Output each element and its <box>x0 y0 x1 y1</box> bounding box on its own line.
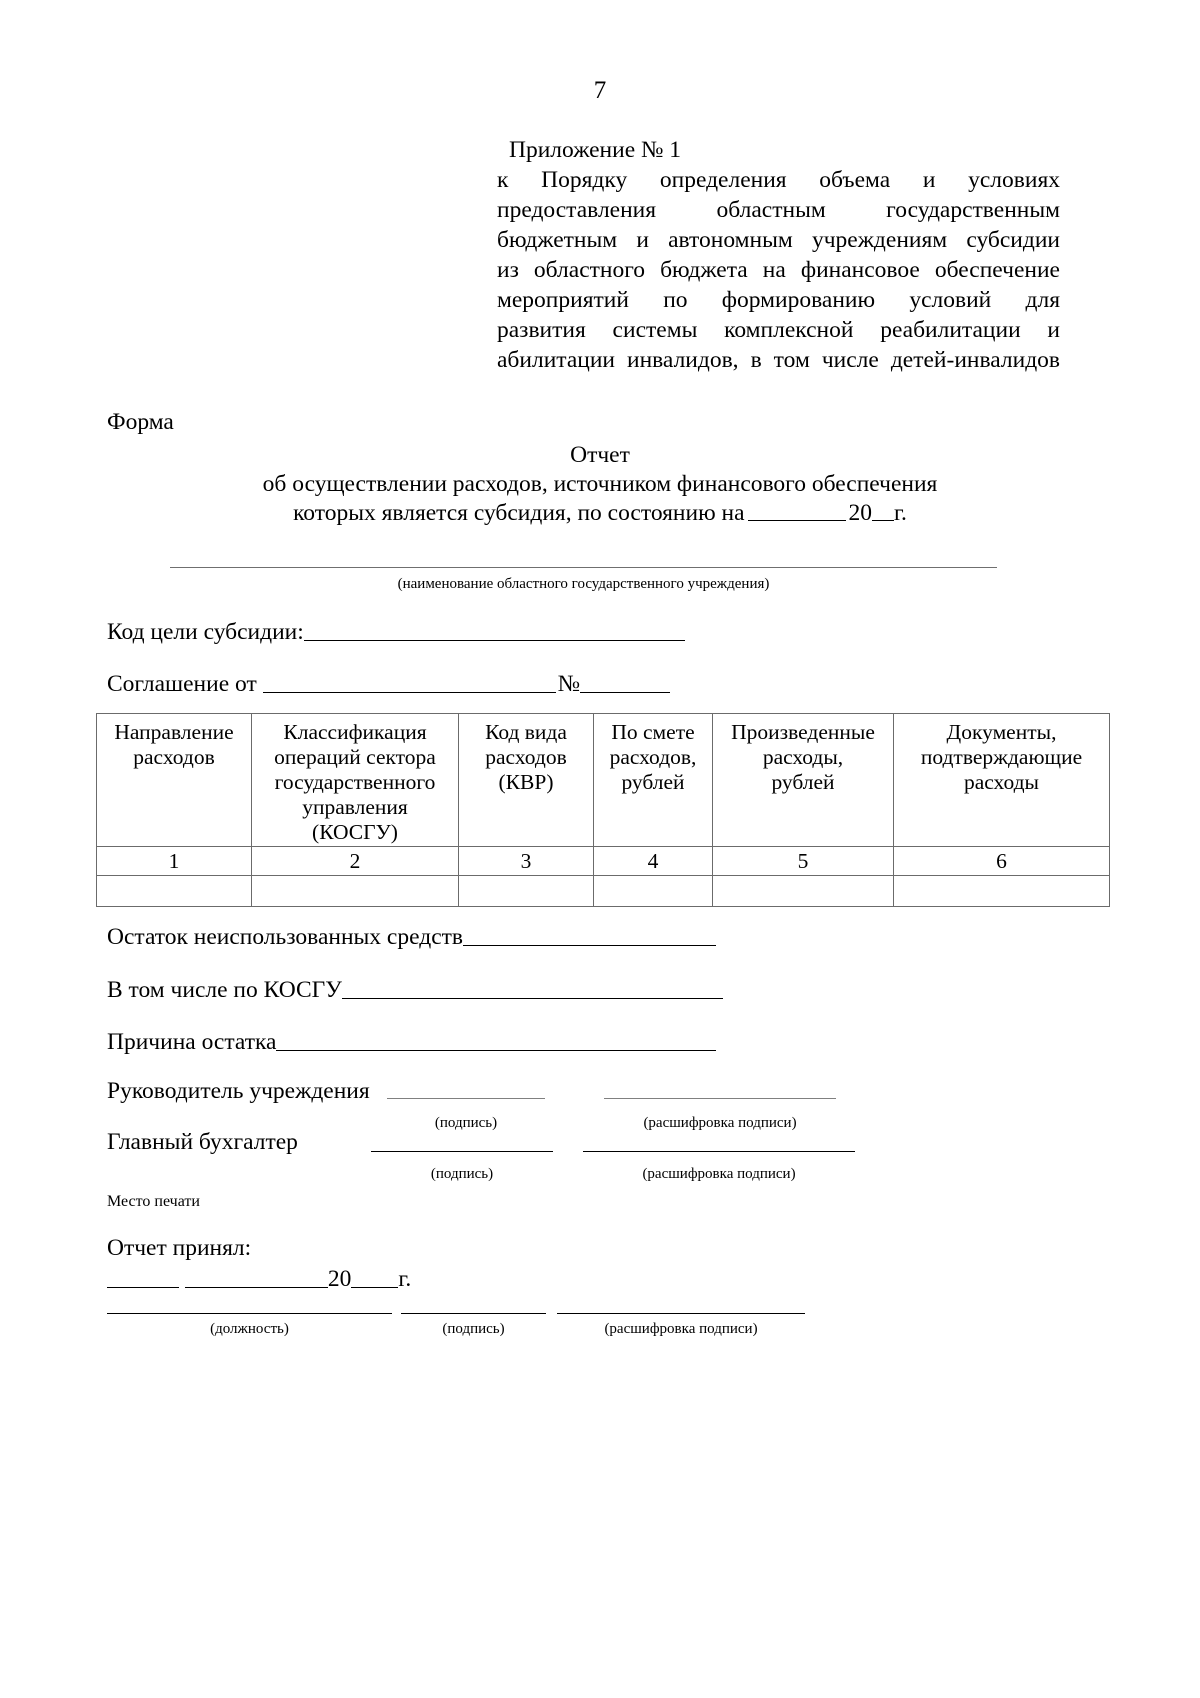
accepted-day-blank[interactable] <box>107 1270 179 1288</box>
agreement-number-sign: № <box>557 671 581 697</box>
accepted-signature-caption: (подпись) <box>442 1321 505 1337</box>
header-col5-line-3: рублей <box>771 770 835 794</box>
report-title <box>150 441 1050 528</box>
column-number-2: 2 <box>252 847 459 876</box>
subsidy-code-field <box>107 621 685 645</box>
header-col4-line-3: рублей <box>621 770 685 794</box>
accepted-year-suffix: г. <box>398 1266 412 1292</box>
subsidy-code-input[interactable] <box>304 623 685 641</box>
kosgu-breakdown-input[interactable] <box>342 981 723 999</box>
appendix-line-3: бюджетным и автономным учреждениям субсидии <box>497 227 1060 253</box>
kosgu-breakdown-label: В том числе по КОСГУ <box>107 977 342 1003</box>
accepted-year-prefix: 20 <box>327 1266 352 1292</box>
header-col4-line-1: По смете <box>611 720 695 744</box>
header-col2-line-1: Классификация <box>283 720 427 744</box>
accountant-signature-caption: (подпись) <box>430 1166 494 1182</box>
accepted-transcript-caption: (расшифровка подписи) <box>604 1321 758 1337</box>
accepted-transcript-blank[interactable] <box>557 1313 805 1314</box>
header-col1-line-1: Направление <box>114 720 234 744</box>
accountant-signature-blank[interactable] <box>371 1151 553 1152</box>
subsidy-code-label: Код цели субсидии: <box>107 619 304 645</box>
accepted-month-blank[interactable] <box>185 1270 328 1288</box>
report-year-blank[interactable] <box>872 500 894 521</box>
header-col1-line-2: расходов <box>133 745 215 769</box>
appendix-line-2: предоставления областным государственным <box>497 197 1060 223</box>
accountant-signature-label: Главный бухгалтер <box>107 1129 298 1155</box>
appendix-line-5: мероприятий по формированию условий для <box>497 287 1060 313</box>
header-col2-line-5: (КОСГУ) <box>312 820 398 844</box>
agreement-field <box>107 673 670 697</box>
table-header-actual <box>713 714 894 847</box>
report-title-line-1: Отчет <box>570 442 630 468</box>
expenses-table <box>96 713 1110 907</box>
unused-balance-field <box>107 926 716 950</box>
appendix-title: Приложение № 1 <box>509 137 682 163</box>
table-header-estimate <box>594 714 713 847</box>
header-col3-line-3: (КВР) <box>498 770 554 794</box>
accepted-year-blank[interactable] <box>351 1270 398 1288</box>
appendix-reference-block <box>497 135 1060 375</box>
page-number: 7 <box>593 77 607 104</box>
header-col6-line-3: расходы <box>964 770 1039 794</box>
header-col6-line-2: подтверждающие <box>920 745 1083 769</box>
report-title-year-prefix: 20 <box>848 500 873 526</box>
column-number-5: 5 <box>713 847 894 876</box>
agreement-number-input[interactable] <box>580 675 670 693</box>
header-col6-line-1: Документы, <box>946 720 1057 744</box>
director-transcript-blank[interactable] <box>604 1098 836 1099</box>
balance-reason-input[interactable] <box>276 1033 716 1051</box>
report-title-line-2: об осуществлении расходов, источником финансового обеспечения <box>262 471 938 497</box>
accountant-transcript-caption: (расшифровка подписи) <box>642 1166 796 1182</box>
unused-balance-input[interactable] <box>463 928 716 946</box>
column-number-1: 1 <box>97 847 252 876</box>
column-number-6: 6 <box>894 847 1110 876</box>
table-cell-documents[interactable] <box>894 876 1110 907</box>
appendix-line-4: из областного бюджета на финансовое обеспечение <box>497 257 1060 283</box>
header-col5-line-1: Произведенные <box>731 720 875 744</box>
header-col3-line-1: Код вида <box>485 720 567 744</box>
table-header-kosgu <box>252 714 459 847</box>
balance-reason-label: Причина остатка <box>107 1029 277 1055</box>
header-col3-line-2: расходов <box>485 745 567 769</box>
director-signature-label: Руководитель учреждения <box>107 1078 370 1104</box>
table-cell-direction[interactable] <box>97 876 252 907</box>
appendix-line-1: к Порядку определения объема и условиях <box>497 167 1060 193</box>
agreement-label: Соглашение от <box>107 671 257 697</box>
header-col2-line-3: государственного <box>274 770 436 794</box>
appendix-line-7: абилитации инвалидов, в том числе детей-инвалидов <box>497 347 1060 373</box>
kosgu-breakdown-field <box>107 979 723 1003</box>
director-signature-caption: (подпись) <box>434 1115 498 1131</box>
appendix-line-6: развития системы комплексной реабилитации и <box>497 317 1060 343</box>
table-row <box>97 876 1110 907</box>
accepted-position-caption: (должность) <box>210 1321 289 1337</box>
report-title-line-3-text: которых является субсидия, по состоянию на <box>293 500 745 526</box>
column-number-3: 3 <box>459 847 594 876</box>
agreement-date-input[interactable] <box>263 675 556 693</box>
seal-place-label: Место печати <box>107 1193 200 1210</box>
accountant-transcript-blank[interactable] <box>583 1151 855 1152</box>
director-signature-blank[interactable] <box>387 1098 545 1099</box>
header-col4-line-2: расходов, <box>609 745 697 769</box>
header-col5-line-2: расходы, <box>762 745 844 769</box>
institution-name-caption: (наименование областного государственного учреждения) <box>397 576 770 592</box>
form-label: Форма <box>107 409 174 435</box>
director-transcript-caption: (расшифровка подписи) <box>643 1115 797 1131</box>
accepted-position-blank[interactable] <box>107 1313 392 1314</box>
header-col2-line-4: управления <box>302 795 408 819</box>
unused-balance-label: Остаток неиспользованных средств <box>107 924 463 950</box>
balance-reason-field <box>107 1031 716 1055</box>
institution-name-blank[interactable] <box>170 567 997 568</box>
report-accepted-title: Отчет принял: <box>107 1235 252 1261</box>
table-header-kvr <box>459 714 594 847</box>
report-date-blank[interactable] <box>748 500 846 521</box>
table-cell-estimate[interactable] <box>594 876 713 907</box>
table-cell-kvr[interactable] <box>459 876 594 907</box>
table-cell-kosgu[interactable] <box>252 876 459 907</box>
table-cell-actual[interactable] <box>713 876 894 907</box>
table-header-documents <box>894 714 1110 847</box>
column-number-4: 4 <box>594 847 713 876</box>
report-title-line-3 <box>150 499 1050 528</box>
table-header-row <box>97 714 1110 847</box>
report-accepted-date-line <box>107 1268 411 1292</box>
table-header-direction <box>97 714 252 847</box>
accepted-signature-blank[interactable] <box>401 1313 546 1314</box>
header-col2-line-2: операций сектора <box>274 745 436 769</box>
table-column-number-row <box>97 847 1110 876</box>
report-title-year-suffix: г. <box>894 500 907 526</box>
